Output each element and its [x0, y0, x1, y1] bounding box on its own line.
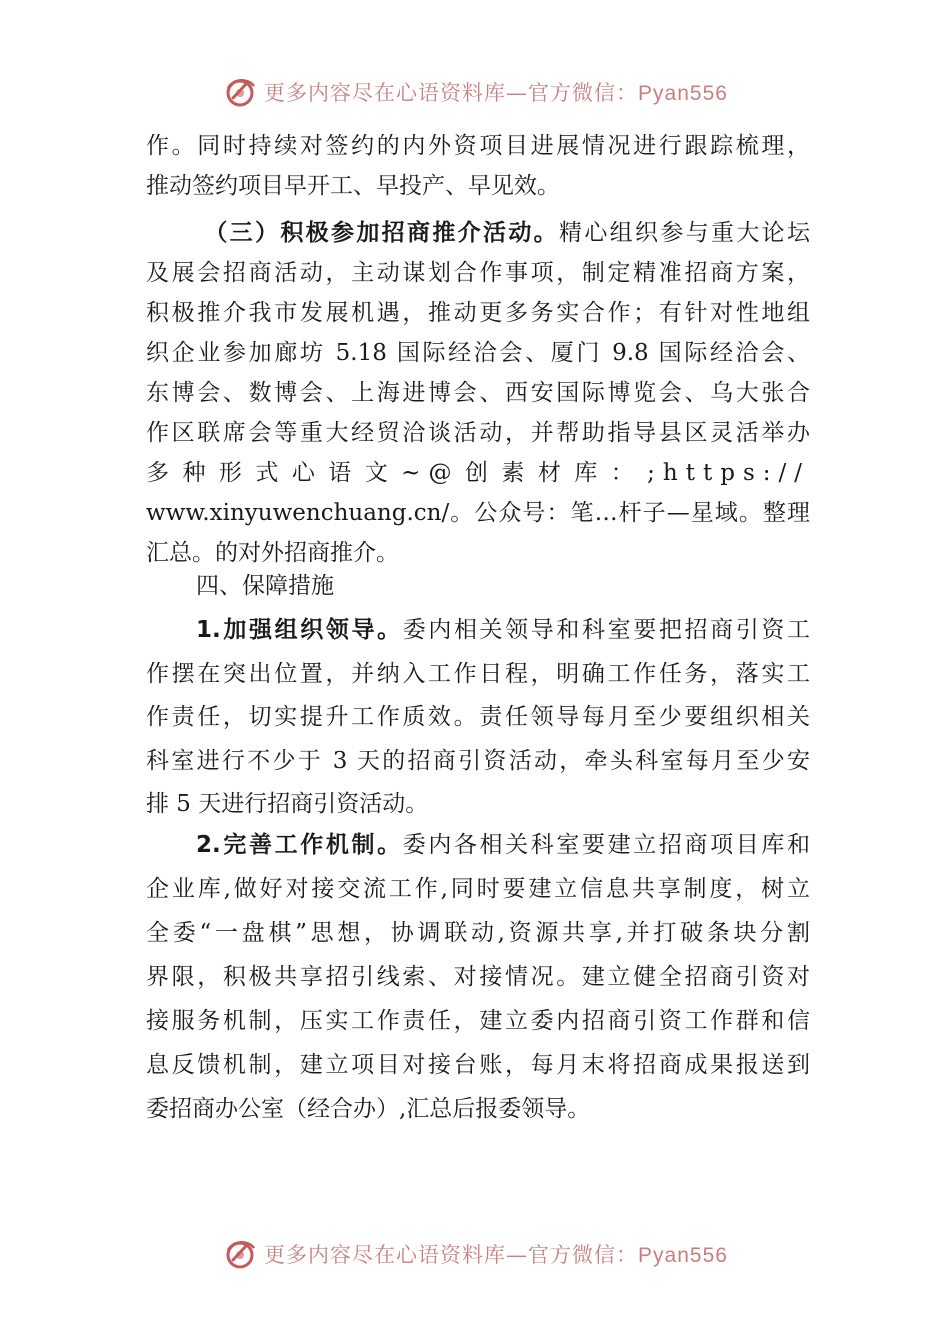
text-line: 科室进行不少于 3 天的招商引资活动，牵头科室每月至少安: [146, 747, 810, 774]
section-4-title-block: [146, 566, 810, 606]
text-line: 作。同时持续对签约的内外资项目进展情况进行跟踪梳理，: [146, 133, 810, 159]
footer-banner-text: 更多内容尽在心语资料库—官方微信：Pyan556: [264, 1243, 728, 1267]
text-line: 多种形式心语文~@创素材库：;https://: [146, 460, 810, 486]
text-line: 积极推介我市发展机遇，推动更多务实合作；有针对性地组: [146, 300, 810, 326]
item-1-heading: 1.加强组织领导。: [196, 617, 403, 643]
footer-wechat-id: Pyan556: [638, 1244, 728, 1267]
text-line: 及展会招商活动，主动谋划合作事项，制定精准招商方案，: [146, 260, 810, 286]
item-2-heading: 2.完善工作机制。: [196, 832, 403, 858]
text-line: 推动签约项目早开工、早投产、早见效。: [146, 173, 560, 199]
text-line: 接服务机制，压实工作责任，建立委内招商引资工作群和信: [146, 1008, 810, 1034]
text-line: 东博会、数博会、上海进博会、西安国际博览会、乌大张合: [146, 380, 810, 406]
text-line: 息反馈机制，建立项目对接台账，每月末将招商成果报送到: [146, 1052, 810, 1078]
item-2-paragraph: [146, 823, 810, 1131]
text-line: 企业库,做好对接交流工作,同时要建立信息共享制度，树立: [146, 876, 810, 902]
text-line: 全委“一盘棋”思想，协调联动,资源共享,并打破条块分割: [146, 920, 810, 946]
footer-banner: [0, 1234, 950, 1274]
header-banner-text: 更多内容尽在心语资料库—官方微信：Pyan556: [264, 81, 728, 105]
text-line: 汇总。的对外招商推介。: [146, 540, 399, 566]
text-line: 作区联席会等重大经贸洽谈活动，并帮助指导县区灵活举办: [146, 420, 810, 446]
header-banner: [0, 72, 950, 112]
text-line: 1.加强组织领导。委内相关领导和科室要把招商引资工: [196, 617, 810, 643]
section-3-paragraph: [146, 213, 810, 573]
text-line: www.xinyuwenchuang.cn/。公众号：笔…杆子—星域。整理: [146, 500, 810, 526]
text-line: 织企业参加廊坊 5.18 国际经洽会、厦门 9.8 国际经洽会、: [146, 340, 810, 366]
text-line: 界限，积极共享招引线索、对接情况。建立健全招商引资对: [146, 964, 810, 990]
text-line: 排 5 天进行招商引资活动。: [146, 791, 429, 817]
brush-swirl-logo-icon: [222, 1236, 258, 1272]
text-line: 作摆在突出位置，并纳入工作日程，明确工作任务，落实工: [146, 660, 810, 687]
item-1-paragraph: [146, 609, 810, 827]
text-line: （三）积极参加招商推介活动。精心组织参与重大论坛: [202, 220, 810, 246]
text-line: 2.完善工作机制。委内各相关科室要建立招商项目库和: [196, 832, 810, 858]
header-wechat-id: Pyan556: [638, 82, 728, 105]
text-line: 委招商办公室（经合办）,汇总后报委领导。: [146, 1096, 591, 1122]
brush-swirl-logo-icon: [222, 74, 258, 110]
section-3-heading: （三）积极参加招商推介活动。: [202, 220, 559, 246]
paragraph-continuation: [146, 126, 810, 206]
text-line: 作责任，切实提升工作质效。责任领导每月至少要组织相关: [146, 704, 810, 730]
section-4-title: 四、保障措施: [196, 573, 334, 599]
